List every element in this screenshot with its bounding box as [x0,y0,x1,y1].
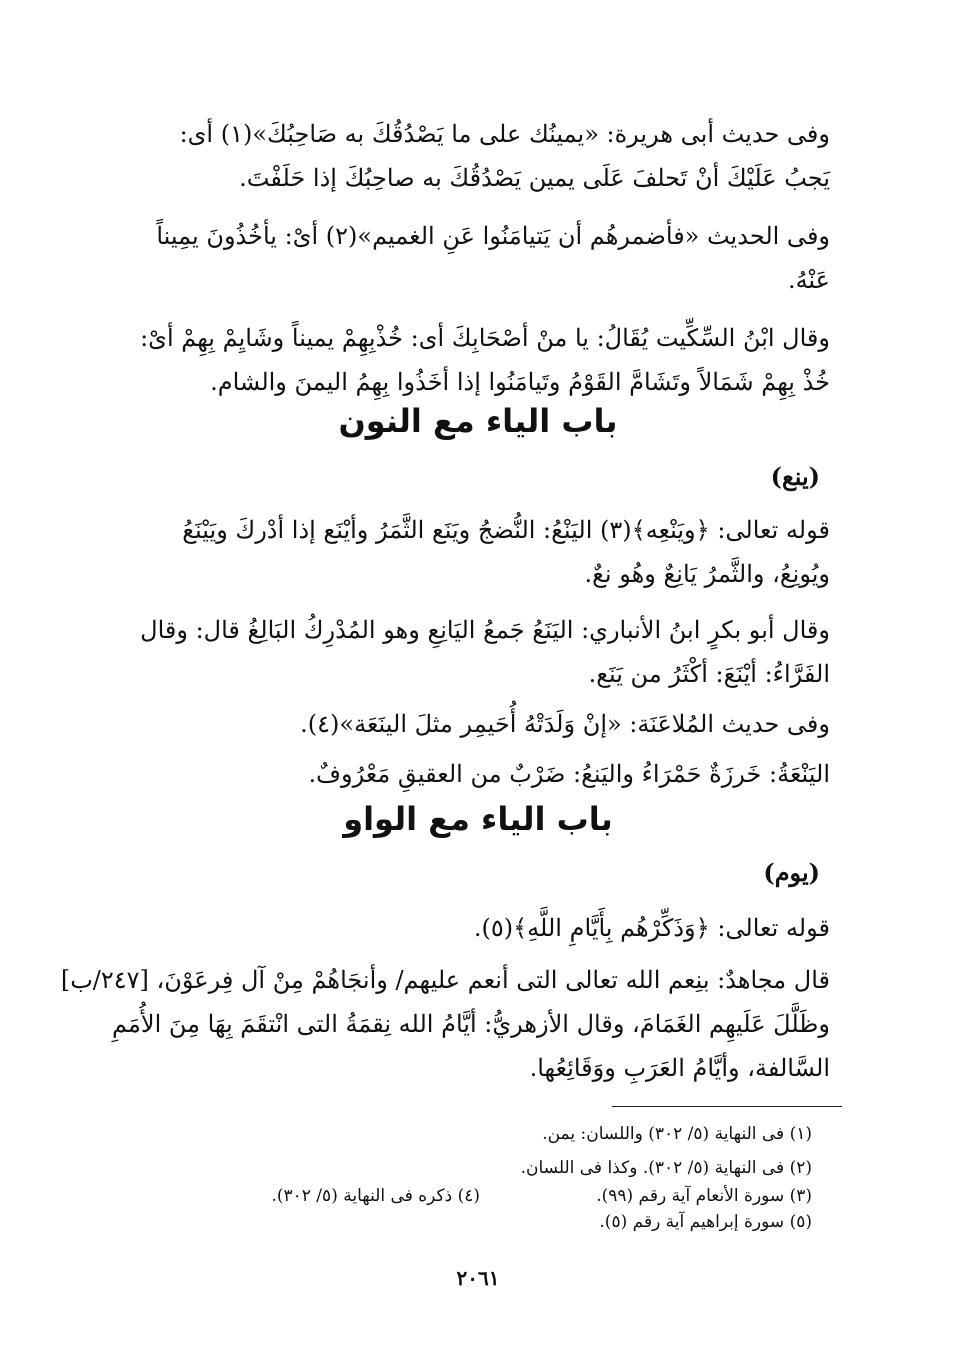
paragraph-8 [130,906,830,950]
paragraph-1 [130,112,830,200]
entry-heading: (ينع) [770,462,820,491]
paragraph-4 [130,508,830,596]
paragraph-text: قوله تعالى: ﴿وَذَكِّرْهُم بِأَيَّامِ اللَّهِ﴾(٥). [473,914,830,942]
footnote-5: (٥) سورة إبراهيم آية رقم (٥). [599,1212,812,1232]
paragraph-text: قوله تعالى: ﴿ويَنْعِه﴾(٣) اليَنْعُ: النُّضجُ ويَنَع الثَّمَرُ وأيْنَع إذا أدْركَ ويَيْنَعُ ويُونِعُ، والثَّمرُ يَانِعٌ وهُو نعٌ. [182,516,830,588]
footnote-2: (٢) فى النهاية (٥/ ٣٠٢). وكذا فى اللسان. [520,1158,812,1178]
paragraph-text: وقال أبو بكرٍ ابنُ الأنباري: اليَنَعُ جَمعُ اليَانِعِ وهو المُدْرِكُ البَالِغُ قال: وقال الفَرَّاءُ: أيْنَعَ: أكْثَرُ من يَنَع. [140,616,830,688]
page-number: ٢٠٦١ [456,1266,500,1290]
entry-heading: (يوم) [763,858,820,887]
paragraph-3 [130,316,830,404]
paragraph-2 [130,214,830,302]
paragraph-6 [130,702,830,746]
paragraph-9 [44,958,830,1090]
paragraph-text: وفى حديث المُلاعَنَة: «إنْ وَلَدَتْهُ أُحَيمِر مثلَ الينَعَة»(٤). [300,710,830,738]
paragraph-text: وفى حديث أبى هريرة: «يمينُك على ما يَصْدُقُكَ به صَاحِبُكَ»(١) أى: يَجبُ عَلَيْكَ أنْ تَحلفَ عَلَى يمين يَصْدُقُكَ به صاحِبُكَ إذا حَلَفْتَ. [179,120,830,192]
paragraph-text: اليَنْعَةُ: خَرزَةٌ حَمْرَاءُ واليَنعُ: ضَرْبٌ من العقيقِ مَعْرُوفٌ. [308,760,830,788]
footnote-divider [612,1106,842,1107]
paragraph-text: وقال ابْنُ السِّكِّيت يُقَالُ: يا منْ أصْحَابِكَ أى: خُذْبِهِمْ يميناً وشَايِمْ بِهِمْ أىْ: خُذْ بِهِمْ شَمَالاً وتَشَامَّ القَوْمُ وتَيامَنُوا إذا أخَذُوا بِهِمُ اليمنَ والشام. [140,324,830,396]
chapter-heading: باب الياء مع الواو [343,800,613,838]
paragraph-text: وفى الحديث «فأضمرهُم أن يَتيامَنُوا عَنِ الغميم»(٢) أىْ: يأخُذُونَ يمِيناً عَنْهُ. [156,222,830,294]
footnote-4: (٤) ذكره فى النهاية (٥/ ٣٠٢). [271,1186,480,1206]
chapter-heading: باب الياء مع النون [338,402,618,440]
paragraph-7 [130,752,830,796]
paragraph-5 [130,608,830,696]
paragraph-text: قال مجاهدٌ: بنِعم الله تعالى التى أنعم عليهم/ وأنجَاهُمْ مِنْ آل فِرعَوْنَ، [٢٤٧/ب] وظَلَّلَ عَلَيهِم الغَمَامَ، وقال الأزهريُّ: أيَّامُ الله نِقمَةُ التى انْتقَمَ بِهَا مِنَ الأُمَمِ السَّالفة، وأيَّامُ العَرَبِ ووَقَائِعُها. [60,966,830,1082]
footnote-1: (١) فى النهاية (٥/ ٣٠٢) واللسان: يمن. [542,1124,812,1144]
footnote-3: (٣) سورة الأنعام آية رقم (٩٩). [596,1186,812,1206]
